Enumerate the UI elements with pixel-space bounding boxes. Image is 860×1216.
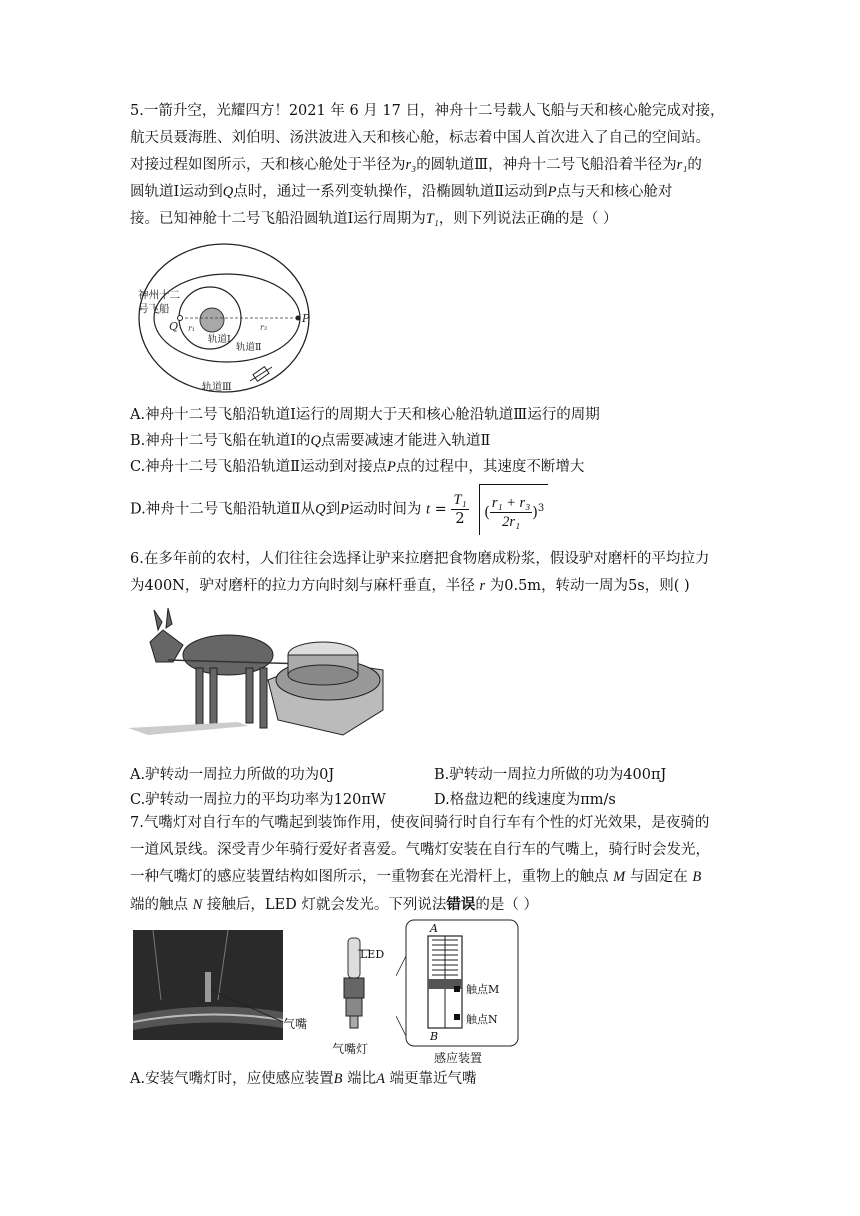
label-q: Q xyxy=(169,320,179,333)
q5-line-2: 航天员聂海胜、刘伯明、汤洪波进入天和核心舱，标志着中国人首次进入了自己的空间站。 xyxy=(130,130,710,146)
period-formula: t = $\frac{\text{T₁}}{2}$ ( $\frac{\text{r₁ + r₃}}{\text{2r₁}}$ )$^3$ xyxy=(426,484,548,535)
point-q-marker xyxy=(178,316,183,321)
label-contact-m: 触点M xyxy=(466,983,500,996)
emphasis-wrong: 错误 · · xyxy=(446,896,475,913)
valve-lamp-illustration xyxy=(330,930,400,1065)
q5-line-1: 5.一箭升空，光耀四方！2021 年 6 月 17 日，神舟十二号载人飞船与天和核心舱完成对接， xyxy=(130,103,725,119)
label-orbit-2: 轨道Ⅱ xyxy=(236,342,262,353)
wheel-photo xyxy=(133,930,323,1050)
earth-icon xyxy=(200,308,224,332)
q6-line-1: 6.在多年前的农村，人们往往会选择让驴来拉磨把食物磨成粉浆，假设驴对磨杆的平均拉力 xyxy=(130,551,710,567)
ship-label-1: 神州十二 xyxy=(138,289,180,301)
q7-line-3: 一种气嘴灯的感应装置结构如图所示，一重物套在光滑杆上，重物上的触点 M 与固定在 B xyxy=(130,869,702,885)
q7-line-2: 一道风景线。深受青少年骑行爱好者喜爱。气嘴灯安装在自行车的气嘴上，骑行时会发光， xyxy=(130,842,710,858)
label-orbit-1: 轨道Ⅰ xyxy=(208,334,231,345)
label-device: 感应装置 xyxy=(434,1051,483,1065)
question-6 xyxy=(130,546,730,600)
q7-line-1: 7.气嘴灯对自行车的气嘴起到装饰作用，使夜间骑行时自行车有个性的灯光效果，是夜骑的 xyxy=(130,815,710,831)
contact-n-marker xyxy=(454,1014,460,1020)
led-bulb-icon xyxy=(348,938,360,978)
q5-option-c: C.神舟十二号飞船沿轨道Ⅱ运动到对接点P点的过程中，其速度不断增大 xyxy=(130,459,585,475)
label-r3: r₃ xyxy=(260,323,268,332)
ship-label-2: 号飞船 xyxy=(138,303,170,315)
donkey-icon xyxy=(150,608,273,728)
donkey-mill-illustration xyxy=(128,600,388,750)
q6-option-b: B.驴转动一周拉力所做的功为400πJ xyxy=(434,767,667,783)
label-r1: r₁ xyxy=(188,324,196,333)
label-lamp: 气嘴灯 xyxy=(332,1042,369,1056)
q5-option-a: A.神舟十二号飞船沿轨道Ⅰ运行的周期大于天和核心舱沿轨道Ⅲ运行的周期 xyxy=(130,407,600,423)
q6-option-d: D.格盘边粑的线速度为πm/s xyxy=(434,792,616,808)
label-led: LED xyxy=(360,948,385,961)
q6-option-c: C.驴转动一周拉力的平均功率为120πW xyxy=(130,792,386,808)
question-5 xyxy=(130,98,730,233)
q6-line-2: 为400N，驴对磨杆的拉力方向时刻与麻杆垂直，半径 r 为0.5m，转动一周为5s，则( ) xyxy=(130,578,690,594)
label-a: A xyxy=(430,922,438,935)
q5-option-d: D.神舟十二号飞船沿轨道Ⅱ从Q到P运动时间为 t = $\frac{\text{T₁}}{2}$ ( $\frac{\text{r₁ + r₃}}{\text{2r₁}}$ )$^3$ xyxy=(130,484,548,535)
label-p: P xyxy=(302,312,310,325)
q7-option-a: A.安装气嘴灯时，应使感应装置B 端比A 端更靠近气嘴 xyxy=(130,1071,477,1087)
q5-option-b: B.神舟十二号飞船在轨道Ⅰ的Q点需要减速才能进入轨道Ⅱ xyxy=(130,433,491,449)
q6-option-a: A.驴转动一周拉力所做的功为0J xyxy=(130,767,335,783)
orbit-diagram xyxy=(132,240,322,400)
sensor-device-diagram xyxy=(396,916,526,1066)
q7-line-4: 端的触点 N 接触后，LED 灯就会发光。下列说法错误 · ·的是（ ） xyxy=(130,891,730,919)
q5-line-3: 对接过程如图所示，天和核心舱处于半径为r₃的圆轨道Ⅲ，神舟十二号飞船沿着半径为r₁的 xyxy=(130,157,702,173)
label-valve: 气嘴 xyxy=(283,1017,308,1031)
point-p-marker xyxy=(296,316,301,321)
space-station-icon xyxy=(250,367,272,382)
valve-stem-icon xyxy=(205,972,211,1002)
millstone-icon xyxy=(268,642,383,735)
q5-line-4: 圆轨道Ⅰ运动到Q点时，通过一系列变轨操作，沿椭圆轨道Ⅱ运动到P点与天和核心舱对 xyxy=(130,184,673,200)
contact-m-marker xyxy=(454,986,460,992)
question-7 xyxy=(130,810,730,919)
label-orbit-3: 轨道Ⅲ xyxy=(202,382,232,393)
ground-shadow xyxy=(128,722,248,735)
label-b: B xyxy=(430,1030,439,1043)
q5-line-5: 接。已知神舱十二号飞船沿圆轨道Ⅰ运行周期为T₁，则下列说法正确的是（ ） xyxy=(130,211,618,227)
label-contact-n: 触点N xyxy=(466,1013,498,1026)
